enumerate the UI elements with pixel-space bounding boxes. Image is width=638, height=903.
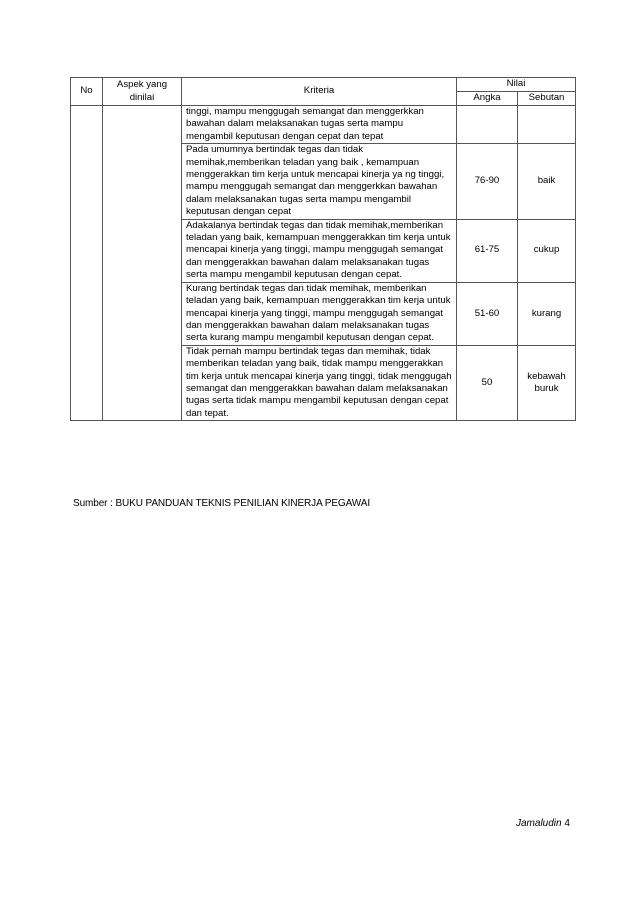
header-sebutan: Sebutan — [518, 92, 576, 106]
header-angka: Angka — [457, 92, 518, 106]
cell-sebutan: cukup — [518, 219, 576, 282]
cell-kriteria: Adakalanya bertindak tegas dan tidak memihak,memberikan teladan yang baik, kemampuan menggerakkan tim kerja untuk mencapai kinerja yang tinggi, mampu menggugah semangat dan menggerakkan bawahan dalam melaksanakan tugas serta mampu mengambil keputusan dengan cepat. — [182, 219, 457, 282]
page-footer — [516, 818, 570, 829]
cell-angka: 76-90 — [457, 144, 518, 219]
cell-kriteria: Kurang bertindak tegas dan tidak memihak, memberikan teladan yang baik, kemampuan menggerakkan tim kerja untuk mencapai kinerja yang tinggi, mampu menggugah semangat dan menggerakkan bawahan dalam melaksanakan tugas serta kurang mampu mengambil keputusan dengan cepat. — [182, 282, 457, 345]
cell-aspek — [103, 106, 182, 421]
header-nilai: Nilai — [457, 78, 576, 92]
cell-kriteria: Pada umumnya bertindak tegas dan tidak memihak,memberikan teladan yang baik , kemampuan menggerakkan tim kerja untuk mencapai kinerja ya ng tinggi, mampu menggugah semangat dan menggerkkan bawahan dalam melaksanakan tugas serta mampu mengambil keputusan dengan cepat — [182, 144, 457, 219]
header-kriteria: Kriteria — [182, 78, 457, 106]
cell-angka: 51-60 — [457, 282, 518, 345]
cell-kriteria: Tidak pernah mampu bertindak tegas dan memihak, tidak memberikan teladan yang baik, tidak mampu menggerakkan tim kerja untuk mencapai kinerja yang tinggi, tidak menggugah semangat dan menggerakkan bawahan dalam melaksanakan tugas serta tidak mampu mengambil keputusan dengan cepat dan tepat. — [182, 345, 457, 420]
cell-sebutan: kebawah buruk — [518, 345, 576, 420]
table-row — [71, 106, 576, 144]
cell-sebutan: baik — [518, 144, 576, 219]
header-row-top — [71, 78, 576, 92]
cell-angka — [457, 106, 518, 144]
cell-angka: 50 — [457, 345, 518, 420]
footer-author: Jamaludin — [516, 818, 562, 829]
cell-kriteria: tinggi, mampu menggugah semangat dan menggerkkan bawahan dalam melaksanakan tugas serta mampu mengambil keputusan dengan cepat dan tepat — [182, 106, 457, 144]
criteria-table — [70, 77, 576, 421]
footer-page-number: 4 — [564, 818, 570, 829]
source-note: Sumber : BUKU PANDUAN TEKNIS PENILIAN KINERJA PEGAWAI — [73, 498, 371, 509]
header-no: No — [71, 78, 103, 106]
cell-angka: 61-75 — [457, 219, 518, 282]
header-aspek: Aspek yang dinilai — [103, 78, 182, 106]
cell-no — [71, 106, 103, 421]
cell-sebutan — [518, 106, 576, 144]
cell-sebutan: kurang — [518, 282, 576, 345]
